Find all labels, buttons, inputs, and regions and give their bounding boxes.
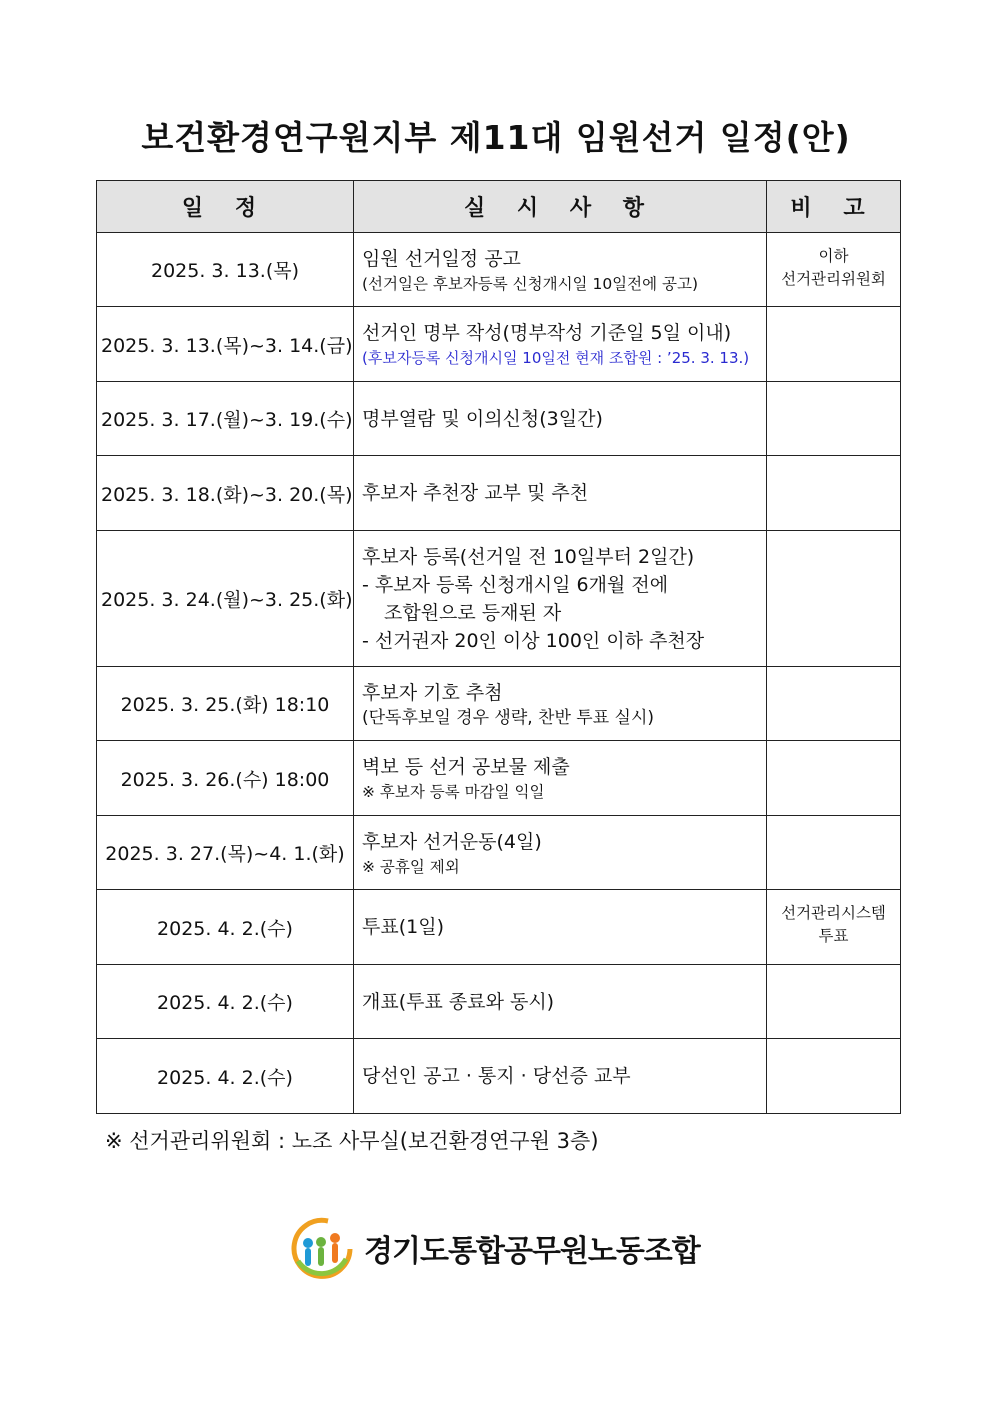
note-cell <box>767 456 901 531</box>
activity-cell <box>354 1039 767 1114</box>
note-cell <box>767 531 901 667</box>
activity-cell <box>354 890 767 965</box>
activity-line: - 후보자 등록 신청개시일 6개월 전에 <box>362 573 669 596</box>
note-cell <box>767 890 901 965</box>
note-line: 이하 <box>818 247 849 265</box>
activity-cell <box>354 233 767 307</box>
activity-line: ※ 후보자 등록 마감일 익일 <box>362 783 545 801</box>
note-line: 선거관리시스템 <box>781 904 886 922</box>
note-cell <box>767 965 901 1039</box>
union-name: 경기도통합공무원노동조합 <box>364 1234 700 1269</box>
table-header <box>97 181 901 233</box>
page-title: 보건환경연구원지부 제11대 임원선거 일정(안) <box>141 118 851 157</box>
table-row <box>97 531 901 667</box>
union-logo-icon <box>288 1215 354 1281</box>
activity-line: 명부열람 및 이의신청(3일간) <box>362 407 603 430</box>
activity-line: 후보자 추천장 교부 및 추천 <box>362 482 589 504</box>
schedule-date: 2025. 3. 13.(목) <box>97 233 354 307</box>
activity-line: 벽보 등 선거 공보물 제출 <box>362 756 570 778</box>
header-activity: 실 시 사 항 <box>354 181 767 233</box>
activity-cell <box>354 307 767 382</box>
schedule-table <box>96 180 901 1114</box>
activity-cell <box>354 382 767 456</box>
note-cell <box>767 816 901 890</box>
table-row <box>97 307 901 382</box>
schedule-date: 2025. 3. 17.(월)~3. 19.(수) <box>97 382 354 456</box>
note-line: 투표 <box>818 927 849 945</box>
activity-line: 후보자 등록(선거일 전 10일부터 2일간) <box>362 545 695 568</box>
schedule-date: 2025. 3. 27.(목)~4. 1.(화) <box>97 816 354 890</box>
note-cell <box>767 741 901 816</box>
table-row <box>97 741 901 816</box>
activity-line: 선거인 명부 작성(명부작성 기준일 5일 이내) <box>362 322 732 344</box>
note-cell <box>767 1039 901 1114</box>
table-row <box>97 233 901 307</box>
activity-line: 당선인 공고 · 통지 · 당선증 교부 <box>362 1065 631 1087</box>
activity-cell <box>354 531 767 667</box>
schedule-date: 2025. 3. 18.(화)~3. 20.(목) <box>97 456 354 531</box>
note-cell <box>767 307 901 382</box>
activity-cell <box>354 741 767 816</box>
activity-line: 후보자 선거운동(4일) <box>362 830 542 853</box>
table-row <box>97 816 901 890</box>
schedule-date: 2025. 4. 2.(수) <box>97 890 354 965</box>
activity-line: (단독후보일 경우 생략, 찬반 투표 실시) <box>362 707 655 728</box>
activity-line: 조합원으로 등재된 자 <box>384 601 562 624</box>
table-row <box>97 1039 901 1114</box>
union-logo <box>288 1215 700 1281</box>
schedule-date: 2025. 3. 13.(목)~3. 14.(금) <box>97 307 354 382</box>
activity-cell <box>354 816 767 890</box>
table-row <box>97 965 901 1039</box>
activity-line: 개표(투표 종료와 동시) <box>362 990 555 1013</box>
activity-line: 후보자 기호 추첨 <box>362 681 503 704</box>
activity-cell <box>354 667 767 741</box>
note-cell <box>767 233 901 307</box>
activity-line: 투표(1일) <box>362 916 444 938</box>
note-cell <box>767 667 901 741</box>
activity-line: - 선거권자 20인 이상 100인 이하 추천장 <box>362 629 705 652</box>
schedule-date: 2025. 3. 26.(수) 18:00 <box>97 741 354 816</box>
activity-cell <box>354 456 767 531</box>
table-row <box>97 456 901 531</box>
activity-cell <box>354 965 767 1039</box>
schedule-date: 2025. 3. 25.(화) 18:10 <box>97 667 354 741</box>
activity-line: (후보자등록 신청개시일 10일전 현재 조합원 : ’25. 3. 13.) <box>362 349 750 367</box>
table-row <box>97 382 901 456</box>
header-note: 비 고 <box>767 181 901 233</box>
note-cell <box>767 382 901 456</box>
activity-line: 임원 선거일정 공고 <box>362 247 521 270</box>
note-line: 선거관리위원회 <box>781 270 886 288</box>
schedule-date: 2025. 4. 2.(수) <box>97 965 354 1039</box>
activity-line: ※ 공휴일 제외 <box>362 857 460 876</box>
table-row <box>97 890 901 965</box>
header-schedule: 일 정 <box>97 181 354 233</box>
footnote: ※ 선거관리위원회 : 노조 사무실(보건환경연구원 3층) <box>105 1129 599 1153</box>
table-row <box>97 667 901 741</box>
schedule-date: 2025. 3. 24.(월)~3. 25.(화) <box>97 531 354 667</box>
activity-line: (선거일은 후보자등록 신청개시일 10일전에 공고) <box>362 274 699 293</box>
schedule-date: 2025. 4. 2.(수) <box>97 1039 354 1114</box>
